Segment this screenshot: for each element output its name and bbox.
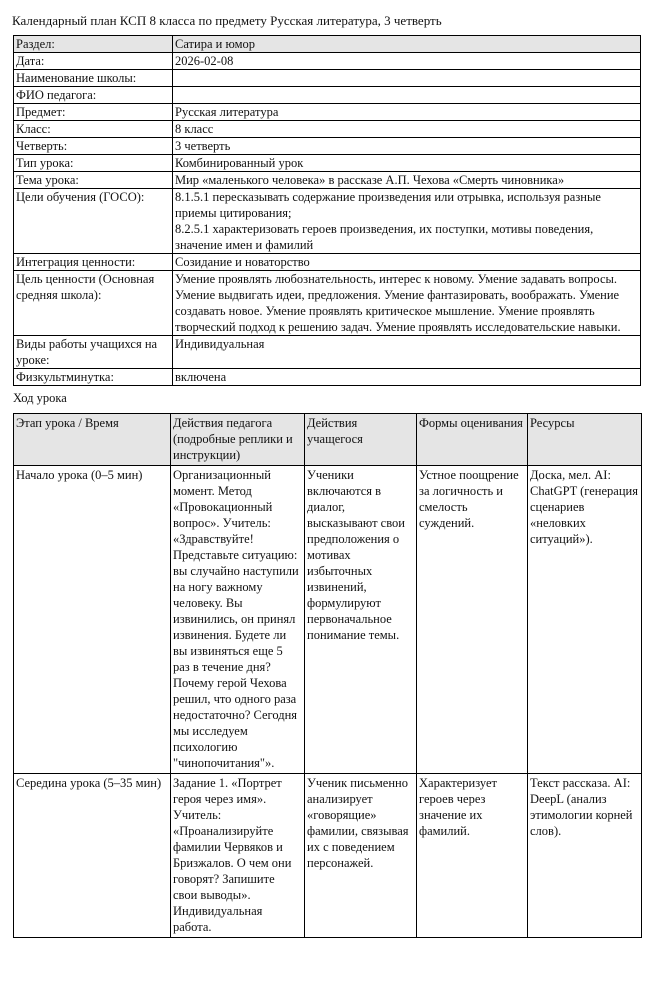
lesson-cell-assessment: Характеризует героев через значение их фамилий. bbox=[417, 774, 528, 938]
info-row bbox=[14, 369, 641, 386]
info-row bbox=[14, 70, 641, 87]
lesson-info-table bbox=[13, 35, 641, 386]
info-label: Наименование школы: bbox=[14, 70, 173, 87]
info-label: Четверть: bbox=[14, 138, 173, 155]
lesson-flow-table bbox=[13, 413, 642, 938]
info-row bbox=[14, 155, 641, 172]
info-label: Интеграция ценности: bbox=[14, 254, 173, 271]
lesson-cell-teacher: Задание 1. «Портрет героя через имя». Учитель: «Проанализируйте фамилии Червяков и Бризжалов. О чем они говорят? Запишите свои выводы». Индивидуальная работа. bbox=[171, 774, 305, 938]
info-row bbox=[14, 271, 641, 336]
info-value: Мир «маленького человека» в рассказе А.П. Чехова «Смерть чиновника» bbox=[173, 172, 641, 189]
info-label: ФИО педагога: bbox=[14, 87, 173, 104]
info-value: 8 класс bbox=[173, 121, 641, 138]
lesson-flow-caption: Ход урока bbox=[13, 391, 67, 405]
info-value: Сатира и юмор bbox=[173, 36, 641, 53]
info-value bbox=[173, 87, 641, 104]
info-row bbox=[14, 104, 641, 121]
lesson-cell-resources: Текст рассказа. AI: DeepL (анализ этимологии корней слов). bbox=[528, 774, 642, 938]
info-label: Раздел: bbox=[14, 36, 173, 53]
info-label: Дата: bbox=[14, 53, 173, 70]
info-row bbox=[14, 138, 641, 155]
info-value: Созидание и новаторство bbox=[173, 254, 641, 271]
lesson-column-header: Формы оценивания bbox=[417, 414, 528, 466]
lesson-column-header: Ресурсы bbox=[528, 414, 642, 466]
info-value-line: 8.2.5.1 характеризовать героев произведения, их поступки, мотивы поведения, значение имен и фамилий bbox=[175, 222, 594, 252]
info-row bbox=[14, 336, 641, 369]
info-value: 3 четверть bbox=[173, 138, 641, 155]
info-label: Цели обучения (ГОСО): bbox=[14, 189, 173, 254]
info-value bbox=[173, 70, 641, 87]
lesson-column-header: Действия педагога (подробные реплики и инструкции) bbox=[171, 414, 305, 466]
lesson-cell-stage: Начало урока (0–5 мин) bbox=[14, 466, 171, 774]
info-value-line: 8.1.5.1 пересказывать содержание произведения или отрывка, используя разные приемы цитирования; bbox=[175, 190, 601, 220]
info-row bbox=[14, 172, 641, 189]
info-label: Тип урока: bbox=[14, 155, 173, 172]
lesson-column-header: Действия учащегося bbox=[305, 414, 417, 466]
info-label: Физкультминутка: bbox=[14, 369, 173, 386]
info-value: Комбинированный урок bbox=[173, 155, 641, 172]
lesson-cell-student: Ученик письменно анализирует «говорящие» фамилии, связывая их с поведением персонажей. bbox=[305, 774, 417, 938]
document-title: Календарный план КСП 8 класса по предмету Русская литература, 3 четверть bbox=[12, 13, 442, 28]
info-label: Предмет: bbox=[14, 104, 173, 121]
info-value: Умение проявлять любознательность, интерес к новому. Умение задавать вопросы. Умение выдвигать идеи, предложения. Умение фантазировать, воображать. Умение создавать новое. Умение проявлять критическое мышление. Умение проявлять творческий подход к решению задач. Умение проявлять исследовательские навыки. bbox=[173, 271, 641, 336]
info-value: Индивидуальная bbox=[173, 336, 641, 369]
info-row bbox=[14, 87, 641, 104]
info-row bbox=[14, 36, 641, 53]
lesson-cell-assessment: Устное поощрение за логичность и смелость суждений. bbox=[417, 466, 528, 774]
lesson-row bbox=[14, 774, 642, 938]
lesson-column-header: Этап урока / Время bbox=[14, 414, 171, 466]
lesson-cell-stage: Середина урока (5–35 мин) bbox=[14, 774, 171, 938]
info-label: Тема урока: bbox=[14, 172, 173, 189]
info-value: Русская литература bbox=[173, 104, 641, 121]
lesson-header-row bbox=[14, 414, 642, 466]
info-row bbox=[14, 189, 641, 254]
info-label: Класс: bbox=[14, 121, 173, 138]
lesson-cell-student: Ученики включаются в диалог, высказывают свои предположения о мотивах избыточных извинений, формулируют первоначальное понимание темы. bbox=[305, 466, 417, 774]
lesson-cell-resources: Доска, мел. AI: ChatGPT (генерация сценариев «неловких ситуаций»). bbox=[528, 466, 642, 774]
lesson-cell-teacher: Организационный момент. Метод «Провокационный вопрос». Учитель: «Здравствуйте! Представьте ситуацию: вы случайно наступили на ногу важному человеку. Вы извинились, он принял извинения. Будете ли вы извиняться еще 5 раз в течение дня? Почему герой Чехова решил, что одного раза недостаточно? Сегодня мы исследуем психологию "чинопочитания"». bbox=[171, 466, 305, 774]
info-row bbox=[14, 254, 641, 271]
info-row bbox=[14, 53, 641, 70]
info-label: Виды работы учащихся на уроке: bbox=[14, 336, 173, 369]
info-value bbox=[173, 189, 641, 254]
info-value: включена bbox=[173, 369, 641, 386]
lesson-row bbox=[14, 466, 642, 774]
info-row bbox=[14, 121, 641, 138]
info-label: Цель ценности (Основная средняя школа): bbox=[14, 271, 173, 336]
info-value: 2026-02-08 bbox=[173, 53, 641, 70]
